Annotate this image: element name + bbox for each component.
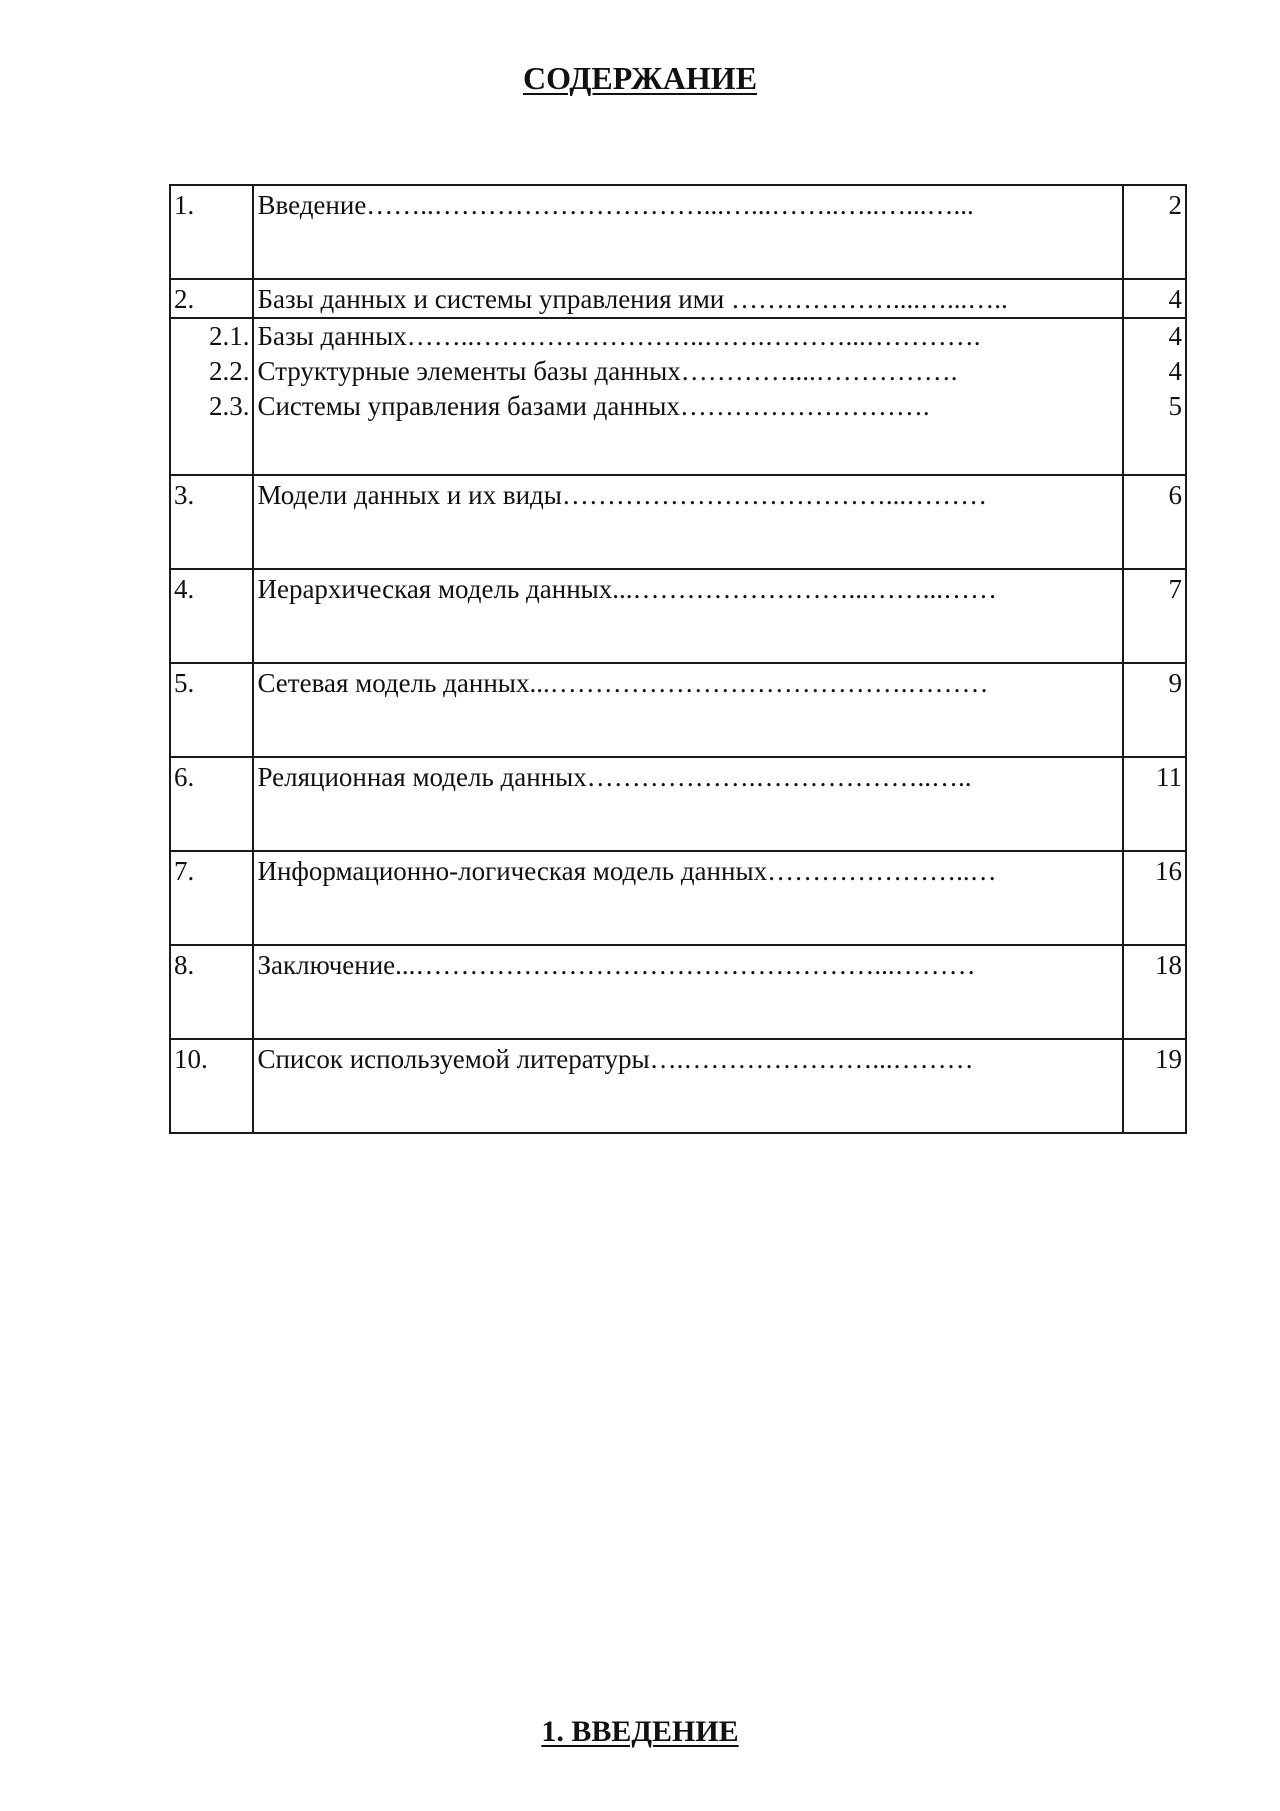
toc-subitem-pages bbox=[1123, 318, 1186, 475]
toc-row bbox=[170, 757, 1186, 851]
toc-subitem-titles bbox=[253, 318, 1122, 475]
toc-num: 10. bbox=[170, 1039, 253, 1133]
toc-title: Модели данных и их виды………………………………...……… bbox=[253, 475, 1122, 569]
toc-subitem-num: 2.1. bbox=[208, 321, 250, 351]
toc-title: Список используемой литературы….…………………...……… bbox=[253, 1039, 1122, 1133]
toc-row bbox=[170, 1039, 1186, 1133]
toc-row bbox=[170, 945, 1186, 1039]
toc-page: 2 bbox=[1123, 185, 1186, 279]
toc-page: 19 bbox=[1123, 1039, 1186, 1133]
toc-title: Заключение...……………………………………………...……… bbox=[253, 945, 1122, 1039]
toc-subitem-page: 4 bbox=[1168, 356, 1182, 386]
toc-subitem-nums bbox=[170, 318, 253, 475]
toc-subitem-page: 4 bbox=[1168, 321, 1182, 351]
toc-title: Введение……..…………………………...…...……..…..…...…... bbox=[253, 185, 1122, 279]
toc-title: Информационно-логическая модель данных…………………..… bbox=[253, 851, 1122, 945]
toc-row bbox=[170, 569, 1186, 663]
toc-num: 7. bbox=[170, 851, 253, 945]
toc-row bbox=[170, 279, 1186, 318]
toc-subitem-num: 2.3. bbox=[208, 391, 250, 421]
toc-page: 11 bbox=[1123, 757, 1186, 851]
toc-num: 6. bbox=[170, 757, 253, 851]
toc-table bbox=[169, 184, 1187, 1134]
toc-subitem-num: 2.2. bbox=[208, 356, 250, 386]
toc-num: 5. bbox=[170, 663, 253, 757]
toc-title: Иерархическая модель данных...……………………...……...…… bbox=[253, 569, 1122, 663]
toc-subitems-row bbox=[170, 318, 1186, 475]
toc-page: 7 bbox=[1123, 569, 1186, 663]
toc-row bbox=[170, 185, 1186, 279]
page-title: СОДЕРЖАНИЕ bbox=[522, 60, 758, 96]
toc-subitem-page: 5 bbox=[1168, 391, 1182, 421]
toc-title: Базы данных и системы управления ими ………………....…...….. bbox=[253, 279, 1122, 318]
toc-page: 6 bbox=[1123, 475, 1186, 569]
toc-subitem-title: Базы данных……..……………………..…….………...…………. bbox=[257, 321, 981, 351]
toc-page: 9 bbox=[1123, 663, 1186, 757]
toc-num: 3. bbox=[170, 475, 253, 569]
toc-row bbox=[170, 851, 1186, 945]
toc-num: 2. bbox=[170, 279, 253, 318]
toc-page: 4 bbox=[1123, 279, 1186, 318]
toc-subitem-title: Структурные элементы базы данных…………....……………. bbox=[257, 356, 958, 386]
toc-num: 8. bbox=[170, 945, 253, 1039]
toc-title: Реляционная модель данных……………….………………..….. bbox=[253, 757, 1122, 851]
toc-subitem-title: Системы управления базами данных………………………. bbox=[257, 391, 930, 421]
toc-num: 1. bbox=[170, 185, 253, 279]
toc-title: Сетевая модель данных...………………………………….……… bbox=[253, 663, 1122, 757]
section-heading: 1. ВВЕДЕНИЕ bbox=[541, 1715, 739, 1748]
toc-page: 16 bbox=[1123, 851, 1186, 945]
toc-row bbox=[170, 663, 1186, 757]
toc-num: 4. bbox=[170, 569, 253, 663]
toc-row bbox=[170, 475, 1186, 569]
toc-page: 18 bbox=[1123, 945, 1186, 1039]
